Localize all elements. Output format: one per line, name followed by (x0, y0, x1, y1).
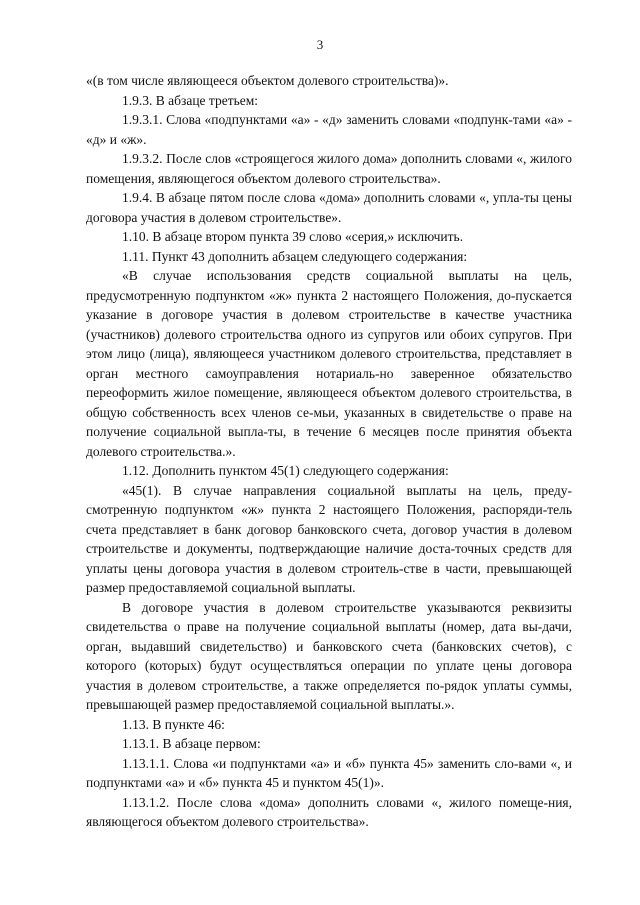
paragraph: 1.13.1. В абзаце первом: (122, 736, 261, 751)
paragraph: «В случае использования средств социальной выплаты на цель, предусмотренную подпунктом «ж» пункта 2 настоящего Положения, до-пускается указание в договоре участия в долевом строительстве в качестве участника (участников) долевого строительства одного из супругов или обоих супругов. При этом лицо (лица), являющееся участником долевого строительства, представляет в орган местного самоуправления нотариаль-но заверенное обязательство переоформить жилое помещение, являющееся объектом долевого строительства, в общую собственность всех членов се-мьи, указанных в свидетельстве о праве на получение социальной выпла-ты, в течение 6 месяцев после принятия объекта долевого строительства.». (86, 268, 572, 459)
paragraph: 1.9.4. В абзаце пятом после слова «дома» дополнить словами «, упла-ты цены договора участия в долевом строительстве». (86, 190, 572, 225)
document-body (86, 71, 572, 832)
paragraph: В договоре участия в долевом строительстве указываются реквизиты свидетельства о праве на получение социальной выплаты (номер, дата вы-дачи, орган, выдавший свидетельство) и банковского счета (банковских счетов), с которого (которых) будут осуществляться операции по уплате цены договора участия в долевом строительстве, а также определяется по-рядок уплаты суммы, превышающей размер предоставляемой социальной выплаты.». (86, 599, 572, 712)
paragraph: 1.13.1.2. После слова «дома» дополнить словами «, жилого помеще-ния, являющегося объектом долевого строительства». (86, 794, 572, 829)
paragraph: «45(1). В случае направления социальной выплаты на цель, преду-смотренную подпунктом «ж» пункта 2 настоящего Положения, распоряди-тель счета представляет в банк договор банковского счета, договор участия в долевом строительстве и документы, подтверждающие наличие доста-точных средств для уплаты цены договора участия в долевом строитель-стве в части, превышающей размер предоставляемой социальной выплаты. (86, 482, 572, 595)
paragraph: 1.9.3.2. После слов «строящегося жилого дома» дополнить словами «, жилого помещения, являющегося объектом долевого строительства». (86, 151, 572, 186)
paragraph: 1.13.1.1. Слова «и подпунктами «а» и «б» пункта 45» заменить сло-вами «, и подпунктами «а» и «б» пункта 45 и пунктом 45(1)». (86, 755, 572, 790)
page-number: 3 (316, 37, 324, 52)
paragraph: «(в том числе являющееся объектом долевого строительства)». (86, 73, 449, 88)
paragraph: 1.12. Дополнить пунктом 45(1) следующего содержания: (122, 463, 449, 478)
paragraph: 1.9.3.1. Слова «подпунктами «а» - «д» заменить словами «подпунк-тами «а» - «д» и «ж». (86, 112, 572, 147)
paragraph: 1.13. В пункте 46: (122, 716, 225, 732)
paragraph: 1.10. В абзаце втором пункта 39 слово «серия,» исключить. (122, 229, 464, 244)
paragraph: 1.9.3. В абзаце третьем: (122, 92, 259, 108)
paragraph: 1.11. Пункт 43 дополнить абзацем следующего содержания: (122, 248, 468, 264)
